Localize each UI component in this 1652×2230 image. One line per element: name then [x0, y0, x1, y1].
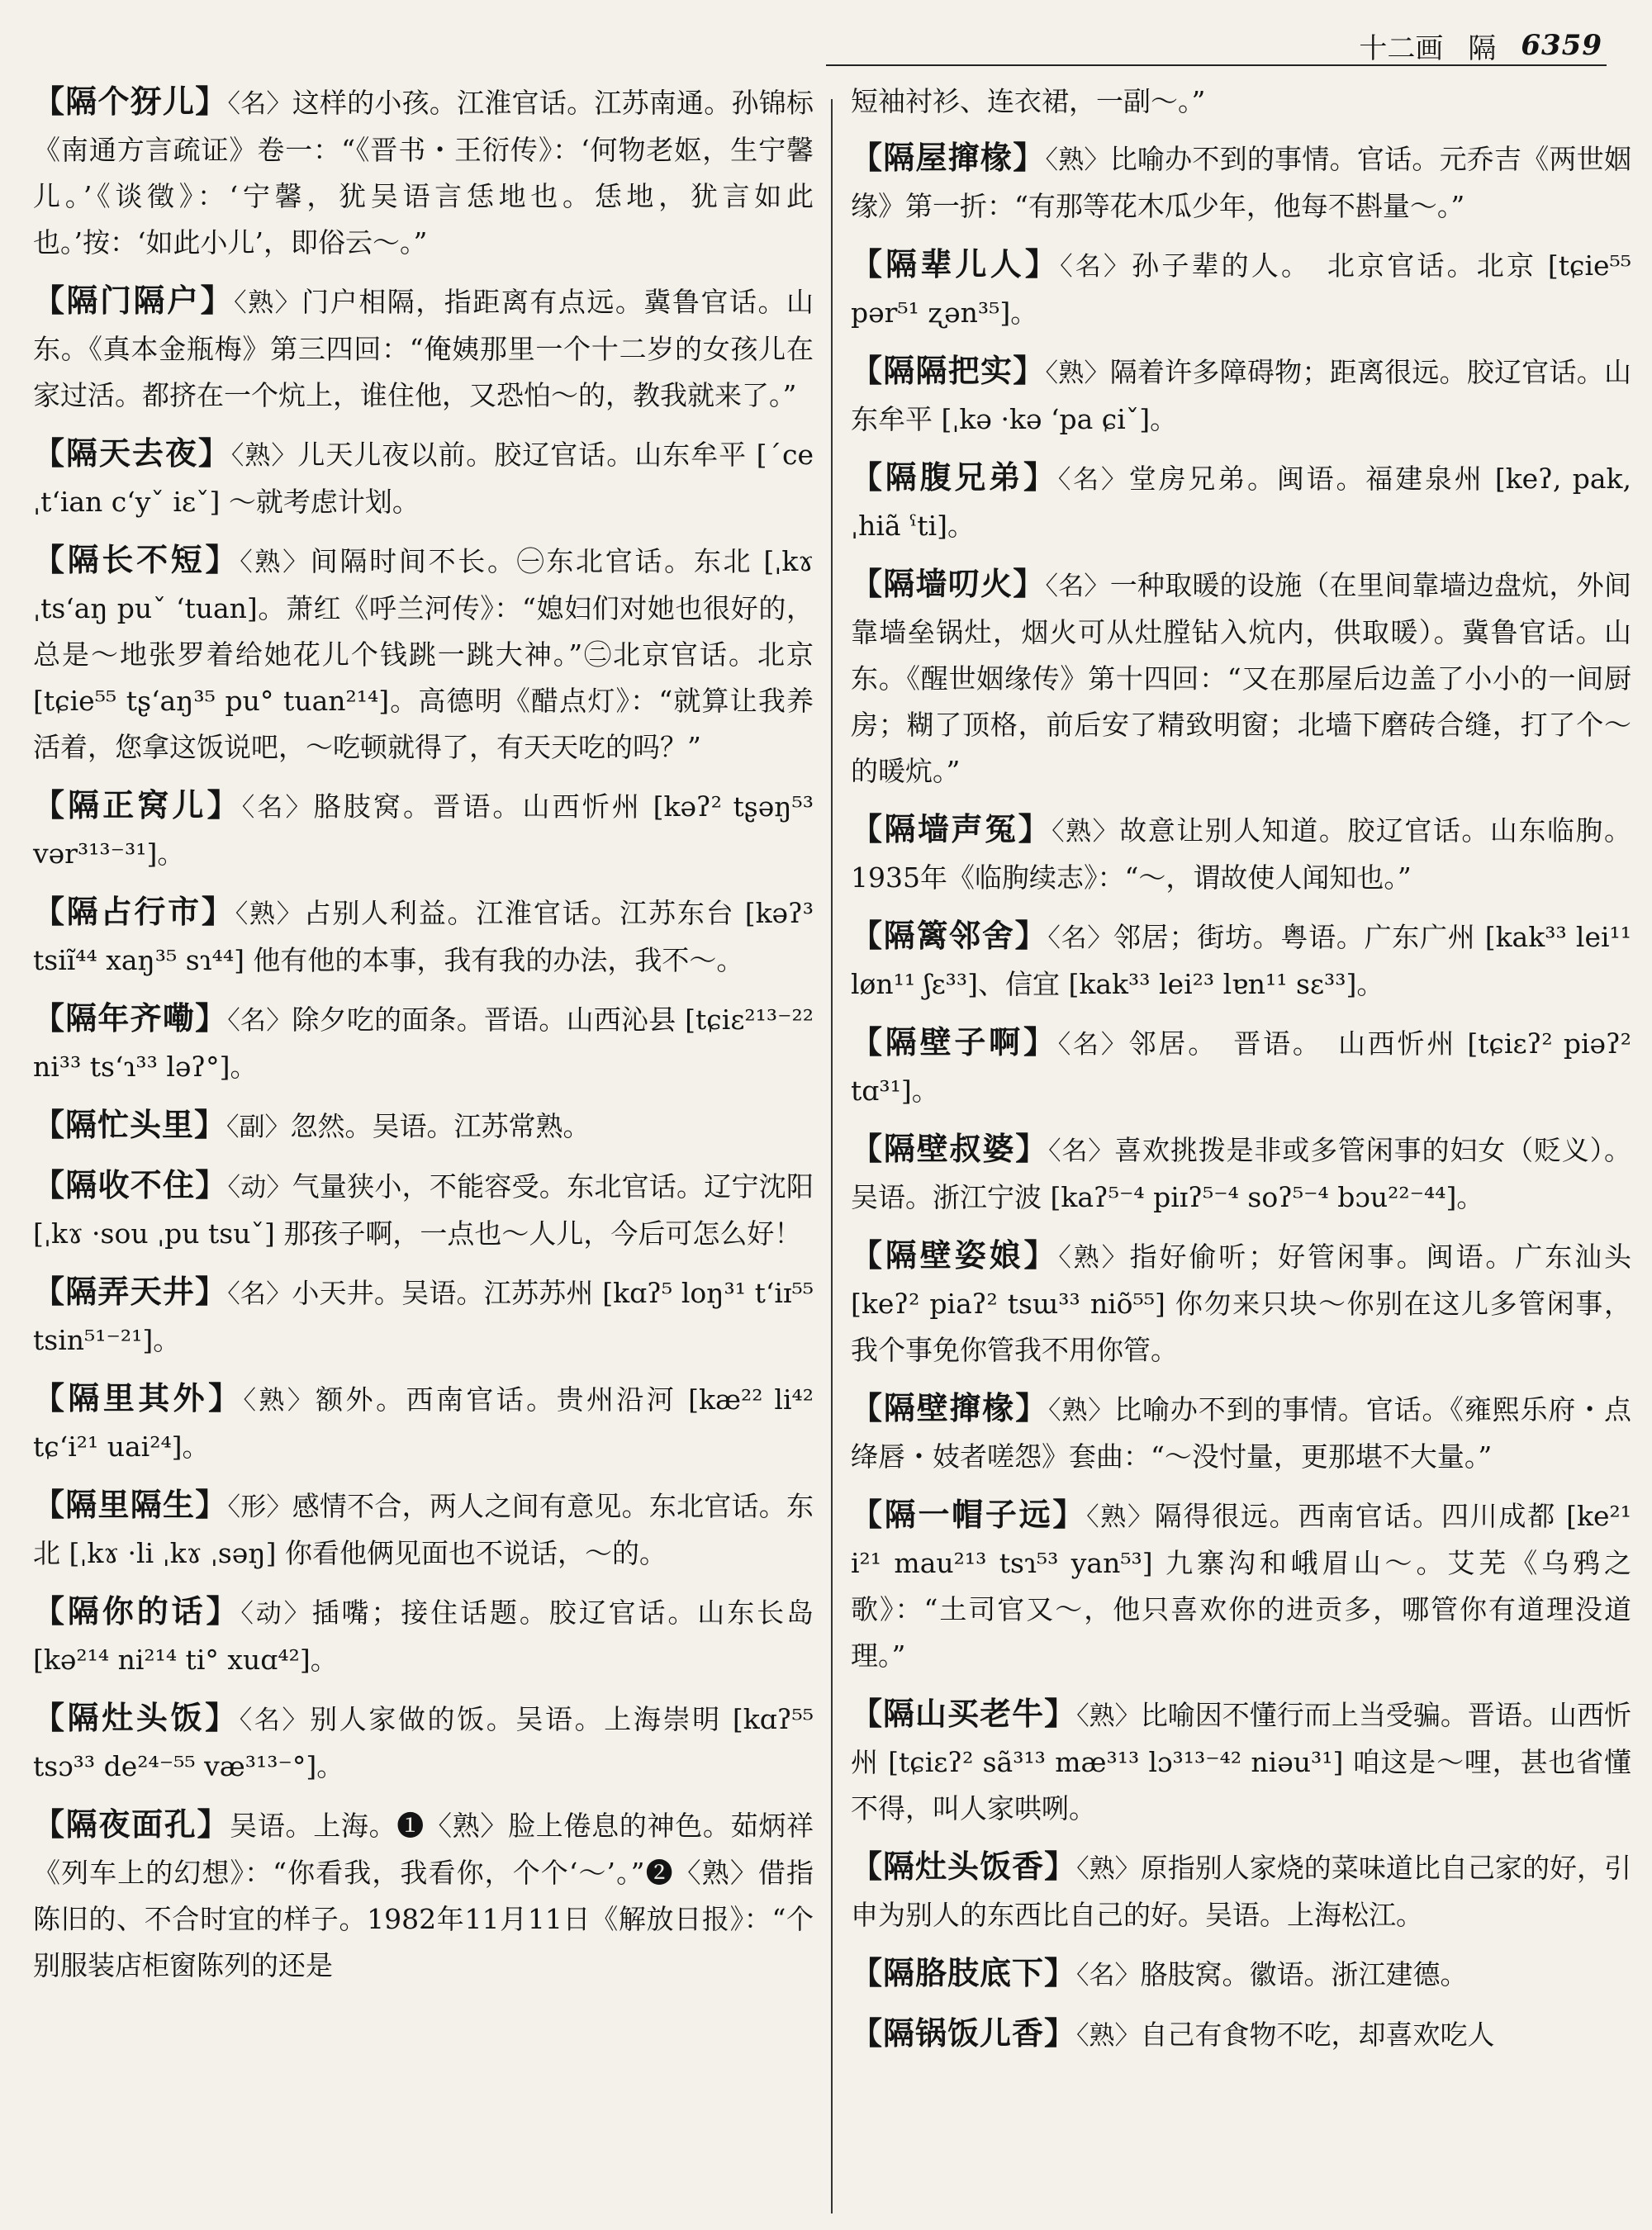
entry-headword: 【隔墙声冤】 [851, 810, 1052, 847]
entry-headword: 【隔天去夜】 [33, 434, 231, 472]
entry-headword: 【隔弄天井】 [33, 1273, 228, 1310]
dictionary-entry [851, 1126, 1631, 1221]
dictionary-entry [33, 1482, 814, 1577]
entry-part-of-speech: 〈副〉 [226, 1113, 291, 1142]
entry-part-of-speech: 〈动〉 [240, 1599, 312, 1629]
entry-part-of-speech: 〈熟〉 [1048, 1396, 1115, 1426]
entry-headword: 【隔一帽子远】 [851, 1496, 1087, 1533]
dictionary-entry [851, 1691, 1631, 1832]
entry-part-of-speech: 〈名〉 [1057, 1030, 1129, 1060]
entry-headword: 【隔壁子啊】 [851, 1023, 1058, 1060]
dictionary-entry [851, 135, 1631, 230]
entry-definition: 感情不合，两人之间有意见。东北官话。东北 [ˌkɤ ·li ˌkɤ ˌsəŋ] 你看他俩见面也不说话，～的。 [33, 1490, 814, 1569]
entry-headword: 【隔里其外】 [33, 1379, 244, 1416]
dictionary-entry [851, 1843, 1631, 1938]
entry-definition: 儿天儿夜以前。胶辽官话。山东牟平 [ˊce ˌtʻian cʻyˇ iɛˇ] ～就考虑计划。 [33, 439, 814, 518]
page-number: 6359 [1521, 29, 1602, 62]
right-column [851, 78, 1631, 2071]
entry-part-of-speech: 〈熟〉 [235, 899, 304, 929]
entry-part-of-speech: 〈形〉 [227, 1492, 292, 1522]
header-rule [826, 64, 1607, 66]
dictionary-entry [33, 1102, 814, 1151]
entry-definition: 比喻因不懂行而上当受骗。晋语。山西忻州 [tɕiɛʔ² sã³¹³ mæ³¹³ lɔ³¹³⁻⁴² niəu³¹] 咱这是～哩，甚也省懂不得，叫人家哄咧。 [851, 1699, 1632, 1824]
entry-part-of-speech: 〈名〉 [241, 793, 314, 823]
entry-headword: 【隔门隔户】 [33, 282, 235, 319]
entry-definition: 比喻办不到的事情。官话。《雍熙乐府・点绛唇・妓者嗟怨》套曲：“～没忖量，更那堪不大量。” [851, 1393, 1631, 1473]
dictionary-entry [851, 454, 1631, 549]
dictionary-entry [33, 1375, 814, 1470]
entry-definition: 别人家做的饭。吴语。上海崇明 [kɑʔ⁵⁵ tsɔ³³ de²⁴⁻⁵⁵ væ³¹³⁻°]。 [33, 1703, 814, 1782]
entry-definition: 间隔时间不长。㊀东北官话。东北 [ˌkɤ ˌtsʻaŋ puˇ ʻtuan]。萧红《呼兰河传》：“媳妇们对她也很好的，总是～地张罗着给她花儿个钱跳一跳大神。”㊁北京官话。北京 [tɕie⁵⁵ tʂʻaŋ³⁵ pu° tuan²¹⁴]。高德明《醋点灯》：“就算让我养活着，您拿这饭说吧，～吃顿就得了，有天天吃的吗？” [33, 545, 814, 763]
entry-part-of-speech: 〈熟〉 [1076, 2021, 1141, 2051]
entry-headword: 【隔收不住】 [33, 1166, 228, 1203]
entry-definition: 插嘴；接住话题。胶辽官话。山东长岛 [kə²¹⁴ ni²¹⁴ ti° xuɑ⁴²]。 [33, 1597, 814, 1676]
entry-headword: 【隔灶头饭香】 [851, 1848, 1077, 1885]
section-label: 十二画 [1359, 31, 1444, 65]
entry-definition: 隔着许多障碍物；距离很远。胶辽官话。山东牟平 [ˌkə ·kə ʻpa ɕiˇ]。 [851, 356, 1632, 435]
dictionary-entry [851, 348, 1631, 443]
entry-headword: 【隔壁叔婆】 [851, 1130, 1049, 1167]
dictionary-entry [851, 1950, 1631, 1999]
entry-definition: 吴语。上海。❶〈熟〉脸上倦息的神色。茹炳祥《列车上的幻想》：“你看我，我看你，个个‘～’。”❷〈熟〉借指陈旧的、不合时宜的样子。1982年11月11日《解放日报》：“个别服装店柜窗陈列的还是 [33, 1810, 814, 1981]
dictionary-entry [851, 1385, 1631, 1480]
entry-headword: 【隔灶头饭】 [33, 1699, 240, 1736]
entry-part-of-speech: 〈名〉 [1047, 923, 1114, 953]
dictionary-entry [851, 806, 1631, 901]
dictionary-entry [33, 430, 814, 525]
entry-headword: 【隔胳肢底下】 [851, 1954, 1077, 1991]
dictionary-entry [33, 1695, 814, 1790]
entry-headword: 【隔墙叨火】 [851, 565, 1046, 602]
entry-part-of-speech: 〈名〉 [1057, 465, 1129, 495]
dictionary-entry [33, 1269, 814, 1364]
dictionary-entry [851, 1232, 1631, 1374]
entry-headword: 【隔忙头里】 [33, 1106, 227, 1143]
entry-headword: 【隔你的话】 [33, 1592, 241, 1630]
entry-part-of-speech: 〈名〉 [1048, 1136, 1115, 1166]
entry-headword: 【隔壁姿娘】 [851, 1236, 1059, 1274]
entry-definition: 气量狭小，不能容受。东北官话。辽宁沈阳 [ˌkɤ ·sou ˌpu tsuˇ] 那孩子啊，一点也～人儿，今后可怎么好！ [33, 1170, 814, 1250]
dictionary-entry [33, 889, 814, 984]
dictionary-entry [851, 1492, 1631, 1679]
entry-headword: 【隔锅饭儿香】 [851, 2014, 1077, 2052]
entry-part-of-speech: 〈名〉 [1076, 1961, 1141, 1990]
entry-definition: 占别人利益。江淮官话。江苏东台 [kəʔ³ tsiĩ⁴⁴ xaŋ³⁵ sɿ⁴⁴] 他有他的本事，我有我的办法，我不～。 [33, 897, 814, 976]
entry-definition: 这样的小孩。江淮官话。江苏南通。孙锦标《南通方言疏证》卷一：“《晋书・王衍传》：‘何物老妪，生宁馨儿。’《谈徵》：‘宁馨，犹吴语言恁地也。恁地，犹言如此也。’按：‘如此小儿’，即俗云～。” [33, 87, 814, 259]
dictionary-entry [33, 537, 814, 771]
dictionary-entry [851, 2010, 1631, 2059]
dictionary-entry [33, 782, 814, 877]
entry-definition: 邻居；街坊。粤语。广东广州 [kak³³ lei¹¹ løn¹¹ ʃɛ³³]、信宜 [kak³³ lei²³ lɐn¹¹ sɛ³³]。 [851, 921, 1632, 1000]
entry-headword: 【隔占行市】 [33, 893, 235, 930]
dictionary-entry [33, 1801, 814, 1989]
column-divider [831, 99, 833, 2213]
entry-definition: 额外。西南官话。贵州沿河 [kæ²² li⁴² tɕʻi²¹ uai²⁴]。 [33, 1383, 814, 1463]
entry-definition: 指好偷听；好管闲事。闽语。广东汕头 [keʔ² piaʔ² tsɯ³³ niõ⁵⁵] 你勿来只块～你别在这儿多管闲事，我个事免你管我不用你管。 [851, 1241, 1631, 1366]
dictionary-entry [33, 1162, 814, 1257]
entry-headword: 【隔篱邻舍】 [851, 917, 1048, 954]
entry-part-of-speech: 〈熟〉 [1076, 1854, 1141, 1884]
entry-definition: 邻居。 晋语。 山西忻州 [tɕiɛʔ² piəʔ² tɑ³¹]。 [851, 1027, 1631, 1107]
entry-part-of-speech: 〈熟〉 [240, 548, 311, 577]
entry-definition: 胳肢窝。徽语。浙江建德。 [1140, 1958, 1468, 1990]
entry-definition: 忽然。吴语。江苏常熟。 [290, 1110, 591, 1142]
dictionary-entry [33, 995, 814, 1090]
entry-headword: 【隔辈儿人】 [851, 245, 1061, 282]
entry-definition: 故意让别人知道。胶辽官话。山东临朐。1935年《临朐续志》：“～，谓故使人闻知也。” [851, 814, 1632, 894]
entry-headword: 【隔隔把实】 [851, 352, 1046, 389]
entry-definition: 小天井。吴语。江苏苏州 [kɑʔ⁵ loŋ³¹ tʻiɪ⁵⁵ tsin⁵¹⁻²¹]。 [33, 1277, 814, 1356]
entry-part-of-speech: 〈熟〉 [1045, 145, 1110, 175]
entry-part-of-speech: 〈名〉 [227, 1006, 292, 1036]
entry-headword: 【隔腹兄弟】 [851, 458, 1058, 496]
entry-definition: 孙子辈的人。 北京官话。北京 [tɕie⁵⁵ pər⁵¹ ʐən³⁵]。 [851, 249, 1631, 329]
entry-headword: 【隔长不短】 [33, 541, 240, 578]
entry-headword: 【隔山买老牛】 [851, 1695, 1077, 1732]
entry-definition: 胳肢窝。晋语。山西忻州 [kəʔ² tʂəŋ⁵³ vər³¹³⁻³¹]。 [33, 790, 814, 870]
entry-part-of-speech: 〈名〉 [1045, 572, 1110, 601]
entry-headword: 【隔正窝儿】 [33, 786, 242, 823]
entry-definition: 比喻办不到的事情。官话。元乔吉《两世姻缘》第一折：“有那等花木瓜少年，他每不斟量～。” [851, 143, 1632, 222]
entry-definition: 门户相隔，指距离有点远。冀鲁官话。山东。《真本金瓶梅》第三四回：“俺姨那里一个十二岁的女孩儿在家过活。都挤在一个炕上，谁住他，又恐怕～的，教我就来了。” [33, 286, 814, 411]
entry-part-of-speech: 〈熟〉 [243, 1386, 316, 1416]
entry-part-of-speech: 〈熟〉 [1045, 358, 1110, 388]
page-header [1289, 25, 1602, 66]
entry-part-of-speech: 〈动〉 [227, 1173, 292, 1203]
left-column [33, 78, 814, 2000]
dictionary-entry [33, 78, 814, 266]
entry-part-of-speech: 〈熟〉 [230, 441, 298, 471]
dictionary-entry [851, 1019, 1631, 1114]
entry-definition: 隔得很远。西南官话。四川成都 [ke²¹ i²¹ mau²¹³ tsɿ⁵³ yan⁵³] 九寨沟和峨眉山～。艾芜《乌鸦之歌》：“土司官又～，他只喜欢你的进贡多，哪管你有道理没道理。” [851, 1500, 1631, 1672]
entry-headword: 【隔个犽儿】 [33, 83, 228, 120]
entry-definition: 除夕吃的面条。晋语。山西沁县 [tɕiɛ²¹³⁻²² ni³³ tsʻɿ³³ ləʔ°]。 [33, 1004, 814, 1083]
entry-headword: 【隔屋撺椽】 [851, 139, 1046, 176]
entry-part-of-speech: 〈熟〉 [1076, 1701, 1141, 1731]
entry-part-of-speech: 〈名〉 [227, 89, 292, 119]
dictionary-entry [851, 561, 1631, 795]
dictionary-entry [33, 1588, 814, 1683]
entry-headword: 【隔夜面孔】 [33, 1805, 230, 1843]
entry-part-of-speech: 〈名〉 [227, 1279, 292, 1309]
entry-definition: 原指别人家烧的菜味道比自己家的好，引申为别人的东西比自己的好。吴语。上海松江。 [851, 1852, 1632, 1931]
entry-part-of-speech: 〈熟〉 [1058, 1243, 1130, 1273]
entry-headword: 【隔年齐嘞】 [33, 999, 228, 1037]
entry-part-of-speech: 〈熟〉 [1086, 1502, 1155, 1532]
entry-definition: 自己有食物不吃，却喜欢吃人 [1140, 2019, 1495, 2051]
entry-part-of-speech: 〈名〉 [239, 1706, 311, 1735]
continued-text: 短袖衬衫、连衣裙，一副～。” [851, 85, 1206, 117]
entry-definition: 喜欢挑拨是非或多管闲事的妇女（贬义）。吴语。浙江宁波 [kaʔ⁵⁻⁴ piɪʔ⁵⁻⁴ soʔ⁵⁻⁴ bɔu²²⁻⁴⁴]。 [851, 1134, 1631, 1213]
dictionary-entry [851, 913, 1631, 1008]
entry-headword: 【隔壁撺椽】 [851, 1389, 1049, 1426]
index-character: 隔 [1468, 31, 1497, 65]
dictionary-entry [851, 241, 1631, 336]
entry-part-of-speech: 〈熟〉 [1051, 817, 1120, 847]
entry-headword: 【隔里隔生】 [33, 1486, 228, 1523]
entry-part-of-speech: 〈熟〉 [234, 288, 302, 318]
entry-definition: 一种取暖的设施（在里间靠墙边盘炕，外间靠墙垒锅灶，烟火可从灶膛钻入炕内，供取暖）。冀鲁官话。山东。《醒世姻缘传》第十四回：“又在那屋后边盖了小小的一间厨房；糊了顶格，前后安了精致明窗；北墙下磨砖合缝，打了个～的暖炕。” [851, 569, 1632, 787]
dictionary-entry [33, 278, 814, 419]
entry-part-of-speech: 〈名〉 [1060, 252, 1132, 282]
entry-definition: 堂房兄弟。闽语。福建泉州 [keʔ, pak, ˌhiã ˤti]。 [851, 463, 1631, 542]
